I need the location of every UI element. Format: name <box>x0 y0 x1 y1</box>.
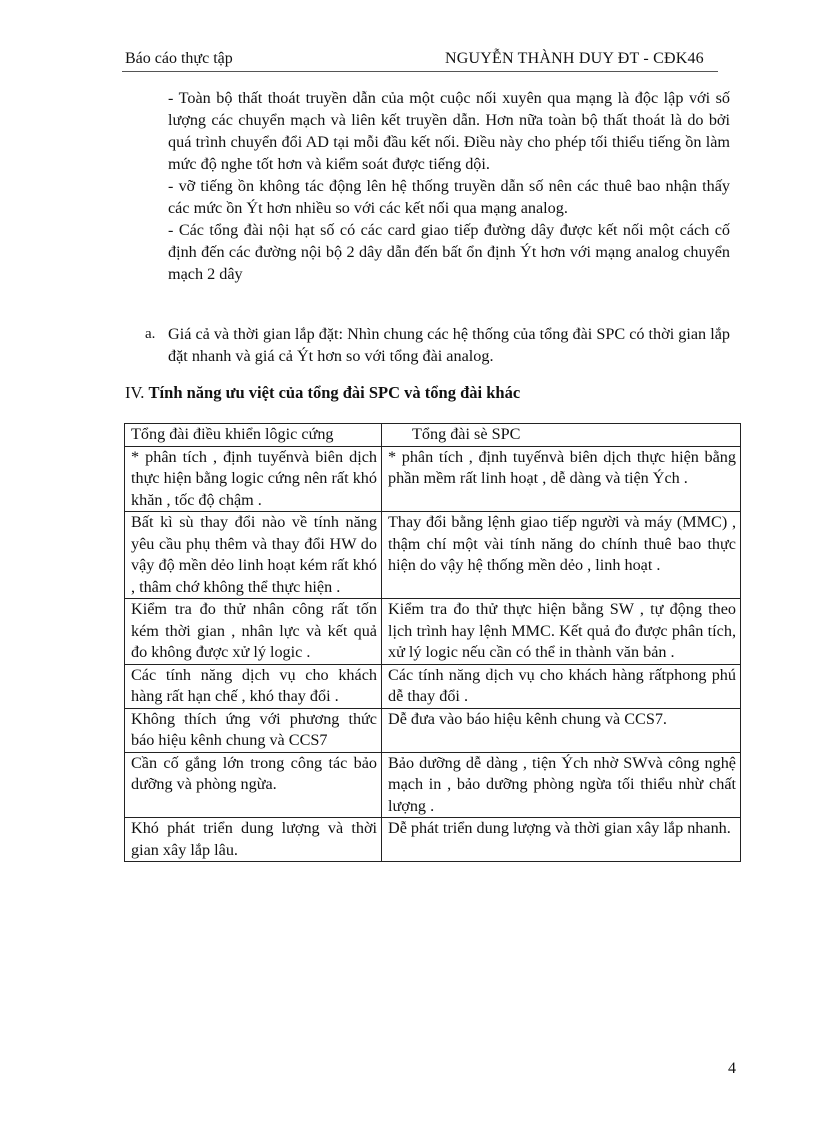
table-cell: * phân tích , định tuyếnvà biên dịch thực hiện bằng phần mềm rất linh hoạt , dễ dàng và tiện Ých . <box>382 446 741 512</box>
page-number: 4 <box>728 1060 736 1077</box>
table-cell: Dễ đưa vào báo hiệu kênh chung và CCS7. <box>382 708 741 752</box>
table-header-row <box>125 424 741 447</box>
paragraph: - Toàn bộ thất thoát truyền dẫn của một cuộc nối xuyên qua mạng là độc lập với số lượng các chuyển mạch và liên kết truyền dẫn. Hơn nữa toàn bộ thất thoát là do bởi quá trình chuyển đổi AD tại mỗi đầu kết nối. Điều này cho phép tối thiểu tiếng ồn làm mức độ nghe tốt hơn và kiểm soát được tiếng dội. <box>168 89 730 173</box>
header-author: NGUYỄN THÀNH DUY ĐT - CĐK46 <box>445 50 704 67</box>
paragraph: - Các tổng đài nội hạt số có các card giao tiếp đường dây được kết nối một cách cố định đến các đường nội bộ 2 dây dẫn đến bất ổn định Ýt hơn với mạng analog chuyển mạch 2 dây <box>168 221 730 283</box>
table-cell: Không thích ứng với phương thức báo hiệu kênh chung và CCS7 <box>125 708 382 752</box>
table-row <box>125 512 741 599</box>
table-row <box>125 664 741 708</box>
table-row <box>125 818 741 862</box>
table-cell: Bảo dưỡng dễ dàng , tiện Ých nhờ SWvà công nghệ mạch in , bảo dưỡng phòng ngừa tối thiểu nhừ chất lượng . <box>382 752 741 818</box>
list-marker: a. <box>145 326 156 342</box>
section-number: IV. <box>125 383 145 402</box>
section-title: Tính năng ưu việt của tổng đài SPC và tổng đài khác <box>148 383 521 402</box>
table-header-cell: Tổng đài điều khiển lôgic cứng <box>125 424 382 447</box>
table-cell: Kiểm tra đo thử nhân công rất tốn kém thời gian , nhân lực và kết quả đo không được xử lý logic . <box>125 599 382 665</box>
table-cell: Kiểm tra đo thử thực hiện bằng SW , tự động theo lịch trình hay lệnh MMC. Kết quả đo được phân tích, xử lý logic nếu cần có thể in thành văn bản . <box>382 599 741 665</box>
table-cell: Cần cố gắng lớn trong công tác bảo dưỡng và phòng ngừa. <box>125 752 382 818</box>
table-cell: Khó phát triển dung lượng và thời gian xây lắp lâu. <box>125 818 382 862</box>
list-item-text: Giá cả và thời gian lắp đặt: Nhìn chung các hệ thống của tổng đài SPC có thời gian lắp đặt nhanh và giá cả Ýt hơn so với tổng đài analog. <box>168 325 730 365</box>
table-cell: Các tính năng dịch vụ cho khách hàng rấtphong phú dễ thay đổi . <box>382 664 741 708</box>
section-heading <box>125 383 520 403</box>
table-cell: * phân tích , định tuyếnvà biên dịch thực hiện bằng logic cứng nên rất khó khăn , tốc độ chậm . <box>125 446 382 512</box>
table-row <box>125 599 741 665</box>
table-cell: Thay đổi bằng lệnh giao tiếp người và máy (MMC) , thậm chí một vài tính năng do chính thuê bao thực hiện do vậy hệ thống mền dẻo , linh hoạt . <box>382 512 741 599</box>
comparison-table <box>124 423 741 862</box>
header-rule <box>122 71 718 72</box>
table-cell: Các tính năng dịch vụ cho khách hàng rất hạn chế , khó thay đổi . <box>125 664 382 708</box>
body-paragraphs <box>168 87 730 285</box>
table-row <box>125 752 741 818</box>
table-row <box>125 708 741 752</box>
table-header-cell: Tổng đài sè SPC <box>382 424 741 447</box>
paragraph: - vỡ tiếng ồn không tác động lên hệ thống truyền dẫn số nên các thuê bao nhận thấy các mức ồn Ýt hơn nhiều so với các kết nối qua mạng analog. <box>168 177 730 217</box>
table-row <box>125 446 741 512</box>
header-left-title: Báo cáo thực tập <box>125 50 233 67</box>
table-cell: Bất kì sù thay đổi nào về tính năng yêu cầu phụ thêm và thay đổi HW do vậy độ mền dẻo linh hoạt kém rất khó , thâm chớ không thể thực hiện . <box>125 512 382 599</box>
table-cell: Dễ phát triển dung lượng và thời gian xây lắp nhanh. <box>382 818 741 862</box>
